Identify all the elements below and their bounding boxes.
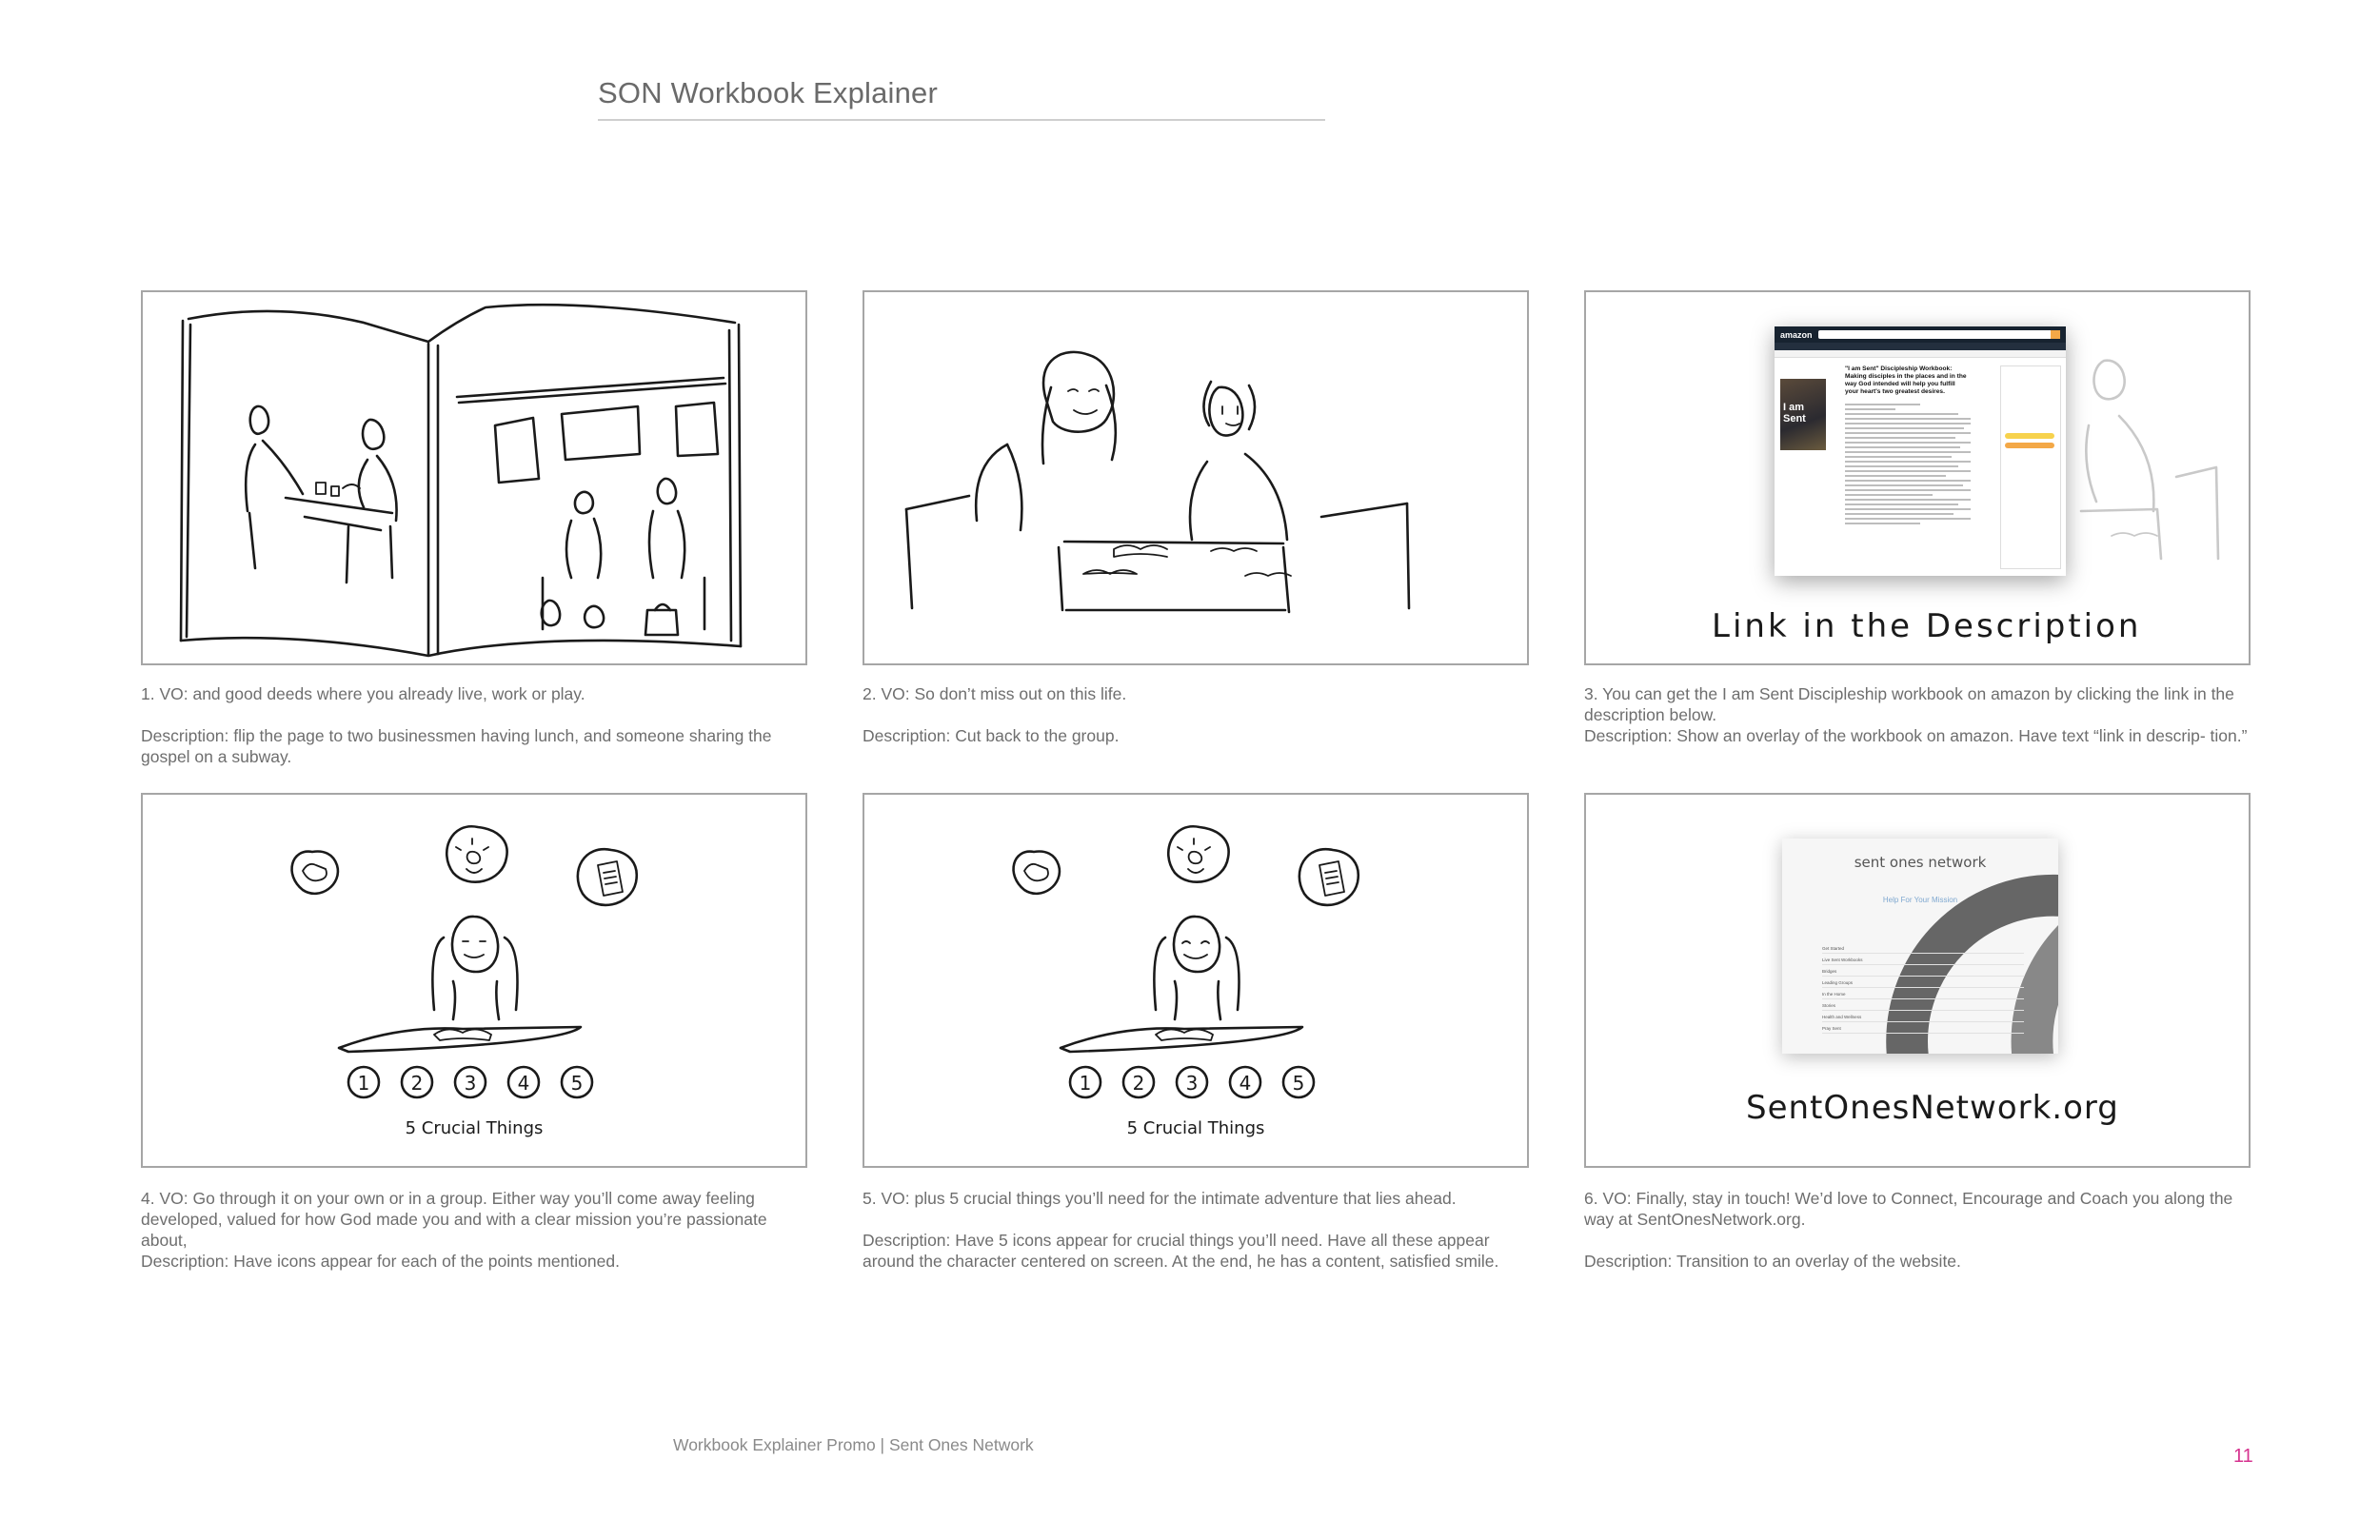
panel-4-vo: 4. VO: Go through it on your own or in a group. Either way you’ll come away feeling developed, valued for how God made you and with a clear mission you’re passionate about, [141, 1189, 767, 1250]
website-row: In the Home [1822, 991, 2024, 999]
crucial-number-4: 4 [1239, 1072, 1252, 1095]
crucial-number-3: 3 [464, 1072, 477, 1095]
website-header [1782, 854, 2058, 871]
panel-2-description: Description: Cut back to the group. [863, 726, 1120, 745]
panel-1-description: Description: flip the page to two businessmen having lunch, and someone sharing the gospel on a subway. [141, 726, 772, 766]
crucial-things-label: 5 Crucial Things [1126, 1118, 1265, 1138]
website-heading: Help For Your Mission [1882, 896, 1958, 904]
book-title: "I am Sent" Discipleship Workbook: Making disciples in the places and in the way God intended will help you fulfill your heart's two greatest desires. [1845, 365, 1967, 395]
crucial-things-label: 5 Crucial Things [405, 1118, 544, 1138]
panel-6-vo: 6. VO: Finally, stay in touch! We’d love to Connect, Encourage and Coach you along the way at SentOnesNetwork.org. [1584, 1189, 2233, 1229]
title-divider [598, 119, 1325, 121]
sketch-book-lunch-subway [143, 292, 807, 665]
son-logo-icon [1782, 854, 2058, 1054]
crucial-number-1: 1 [1079, 1072, 1092, 1095]
page-title: SON Workbook Explainer [598, 76, 939, 109]
storyboard-panel-1 [141, 290, 807, 665]
book-description-lines [1845, 404, 1971, 527]
storyboard-panel-2 [863, 290, 1529, 665]
amazon-search-box [1818, 330, 2060, 339]
panel-5-caption [863, 1188, 1535, 1272]
crucial-number-1: 1 [357, 1072, 370, 1095]
storyboard-panel-6 [1584, 793, 2251, 1168]
crucial-number-5: 5 [1292, 1072, 1305, 1095]
crucial-number-5: 5 [570, 1072, 584, 1095]
amazon-screenshot-overlay [1775, 326, 2066, 576]
website-row: Live Sent Workbooks [1822, 957, 2024, 965]
panel-3-description: Description: Show an overlay of the workbook on amazon. Have text “link in descrip- tion.” [1584, 726, 2248, 745]
amazon-nav-bar [1775, 326, 2066, 343]
panel-3-vo: 3. You can get the I am Sent Discipleship workbook on amazon by clicking the link in the description below. [1584, 684, 2234, 724]
panel-5-vo: 5. VO: plus 5 crucial things you’ll need for the intimate adventure that lies ahead. [863, 1189, 1457, 1208]
amazon-sub-nav [1775, 343, 2066, 350]
amazon-logo: amazon [1780, 329, 1813, 340]
page-number: 11 [2233, 1446, 2253, 1467]
website-brand-name: sent ones network [1854, 854, 1987, 871]
storyboard-panel-4 [141, 793, 807, 1168]
website-url-text: SentOnesNetwork.org [1746, 1089, 2119, 1127]
panel-4-description: Description: Have icons appear for each of the points mentioned. [141, 1252, 620, 1271]
panel-6-caption [1584, 1188, 2256, 1272]
crucial-number-4: 4 [517, 1072, 530, 1095]
panel-4-caption [141, 1188, 813, 1272]
website-row: Bridges [1822, 968, 2024, 977]
sketch-person-with-icons [143, 795, 807, 1168]
website-row: Pray Sent [1822, 1025, 2024, 1034]
storyboard-panel-3 [1584, 290, 2251, 665]
book-cover-text: I am Sent [1783, 402, 1806, 424]
sketch-person-content-smile [864, 795, 1529, 1168]
add-to-cart-button [2005, 433, 2054, 439]
panel-2-caption [863, 683, 1535, 746]
website-row: Stories [1822, 1002, 2024, 1011]
link-in-description-text: Link in the Description [1712, 607, 2142, 645]
footer-text: Workbook Explainer Promo | Sent Ones Network [673, 1435, 1034, 1454]
buy-now-button [2005, 443, 2054, 448]
panel-5-description: Description: Have 5 icons appear for crucial things you’ll need. Have all these appear around the character centered on screen. At the end, he has a content, satisfied smile. [863, 1231, 1499, 1271]
panel-6-description: Description: Transition to an overlay of the website. [1584, 1252, 1961, 1271]
panel-1-caption [141, 683, 813, 767]
amazon-product-body [1775, 358, 2066, 576]
crucial-number-3: 3 [1185, 1072, 1199, 1095]
book-cover-image [1780, 379, 1826, 450]
website-row: Get Started [1822, 945, 2024, 954]
amazon-category-bar [1775, 350, 2066, 358]
website-row: Leading Groups [1822, 979, 2024, 988]
storyboard-panel-5 [863, 793, 1529, 1168]
website-screenshot-overlay [1782, 839, 2058, 1054]
panel-3-caption [1584, 683, 2256, 746]
website-row: Health and Wellness [1822, 1014, 2024, 1022]
sketch-group-at-table [864, 292, 1529, 665]
panel-1-vo: 1. VO: and good deeds where you already live, work or play. [141, 684, 585, 703]
buy-box [2000, 365, 2061, 569]
crucial-number-2: 2 [410, 1072, 424, 1095]
crucial-number-2: 2 [1132, 1072, 1145, 1095]
panel-2-vo: 2. VO: So don’t miss out on this life. [863, 684, 1127, 703]
